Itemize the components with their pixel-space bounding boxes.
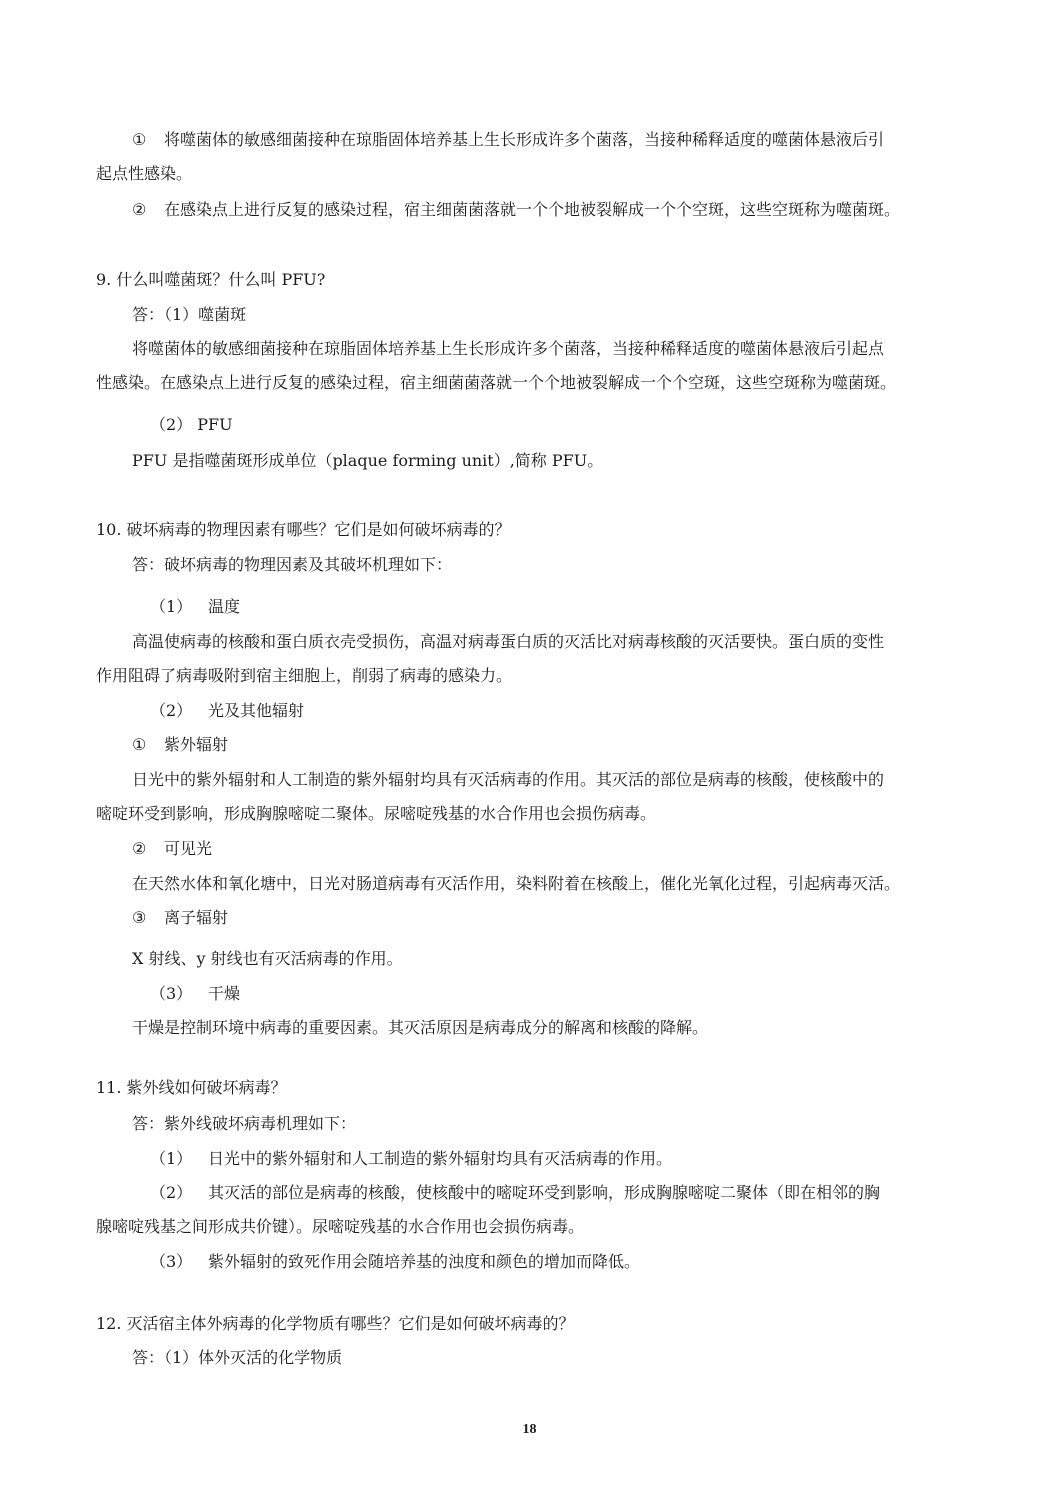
- question-heading: 9. 什么叫噬菌斑？什么叫 PFU?: [96, 270, 326, 289]
- sub-heading: （3） 干燥: [150, 984, 241, 1003]
- answer-line: 答：紫外线破坏病毒机理如下：: [132, 1114, 357, 1133]
- paragraph-line: 腺嘧啶残基之间形成共价键）。尿嘧啶残基的水合作用也会损伤病毒。: [96, 1217, 585, 1236]
- list-item: （2） 其灭活的部位是病毒的核酸，使核酸中的嘧啶环受到影响，形成胸腺嘧啶二聚体（即在相邻的胸: [150, 1183, 881, 1202]
- circled-marker: ①: [132, 735, 147, 754]
- paragraph-line: 在天然水体和氧化塘中，日光对肠道病毒有灭活作用，染料附着在核酸上，催化光氧化过程，引起病毒灭活。: [132, 874, 901, 893]
- paragraph-line: ② 在感染点上进行反复的感染过程，宿主细菌菌落就一个个地被裂解成一个个空斑，这些空斑称为噬菌斑。: [132, 200, 901, 219]
- question-heading: 10. 破坏病毒的物理因素有哪些？它们是如何破坏病毒的？: [96, 520, 511, 539]
- answer-line: 答：破坏病毒的物理因素及其破坏机理如下：: [132, 555, 453, 574]
- sub-sub-heading: ② 可见光: [132, 839, 213, 858]
- circled-marker: ①: [132, 130, 147, 149]
- paragraph-line: 作用阻碍了病毒吸附到宿主细胞上，削弱了病毒的感染力。: [96, 666, 513, 685]
- sub-heading: （1） 温度: [150, 597, 241, 616]
- paragraph-line: 干燥是控制环境中病毒的重要因素。其灭活原因是病毒成分的解离和核酸的降解。: [132, 1018, 709, 1037]
- list-item: （1） 日光中的紫外辐射和人工制造的紫外辐射均具有灭活病毒的作用。: [150, 1149, 673, 1168]
- paragraph-line: 日光中的紫外辐射和人工制造的紫外辐射均具有灭活病毒的作用。其灭活的部位是病毒的核酸，使核酸中的: [132, 770, 885, 789]
- circled-marker: ③: [132, 908, 147, 927]
- sub-sub-heading: ③ 离子辐射: [132, 908, 229, 927]
- paragraph-line: 起点性感染。: [96, 164, 193, 183]
- paragraph-line: 嘧啶环受到影响，形成胸腺嘧啶二聚体。尿嘧啶残基的水合作用也会损伤病毒。: [96, 804, 657, 823]
- answer-line: 答：（1）体外灭活的化学物质: [132, 1348, 343, 1367]
- question-heading: 12. 灭活宿主体外病毒的化学物质有哪些？它们是如何破坏病毒的？: [96, 1314, 575, 1333]
- sub-heading: （2） PFU: [150, 415, 233, 434]
- circled-marker: ②: [132, 200, 147, 219]
- paragraph-line: 将噬菌体的敏感细菌接种在琼脂固体培养基上生长形成许多个菌落，当接种稀释适度的噬菌体悬液后引起点: [132, 339, 885, 358]
- paragraph-line: 高温使病毒的核酸和蛋白质衣壳受损伤，高温对病毒蛋白质的灭活比对病毒核酸的灭活要快。蛋白质的变性: [132, 632, 885, 651]
- question-heading: 11. 紫外线如何破坏病毒？: [96, 1078, 287, 1097]
- sub-heading: （2） 光及其他辐射: [150, 701, 305, 720]
- answer-line: 答：（1）噬菌斑: [132, 305, 247, 324]
- paragraph-line: 性感染。在感染点上进行反复的感染过程，宿主细菌菌落就一个个地被裂解成一个个空斑，这些空斑称为噬菌斑。: [96, 373, 897, 392]
- paragraph-line: PFU 是指噬菌斑形成单位（plaque forming unit）,简称 PFU。: [132, 451, 604, 470]
- paragraph-line: ① 将噬菌体的敏感细菌接种在琼脂固体培养基上生长形成许多个菌落，当接种稀释适度的噬菌体悬液后引: [132, 130, 885, 149]
- sub-sub-heading: ① 紫外辐射: [132, 735, 229, 754]
- paragraph-line: X 射线、y 射线也有灭活病毒的作用。: [132, 949, 403, 968]
- list-item: （3） 紫外辐射的致死作用会随培养基的浊度和颜色的增加而降低。: [150, 1252, 641, 1271]
- page-number: 18: [522, 1422, 537, 1437]
- circled-marker: ②: [132, 839, 147, 858]
